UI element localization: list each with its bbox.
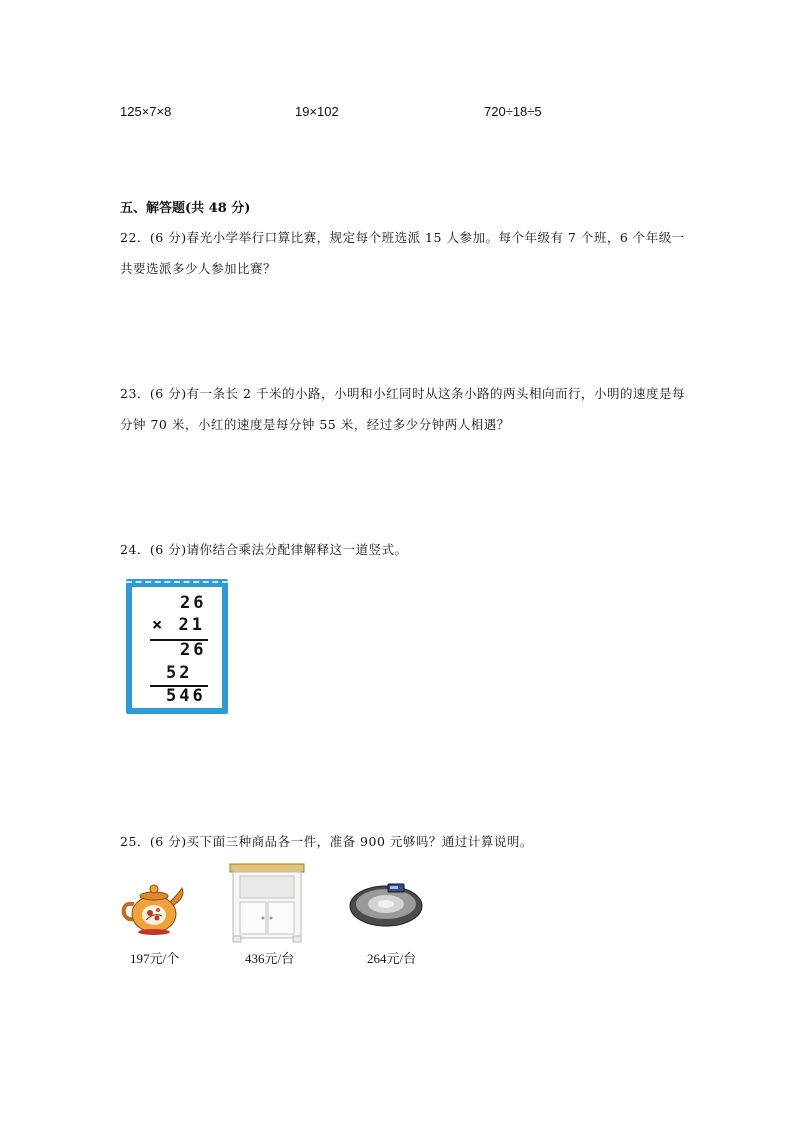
section-title: 五、解答题(共 48 分) <box>120 201 251 216</box>
vertical-multiplication-card <box>126 579 228 714</box>
question-23: 23．(6 分)有一条长 2 千米的小路，小明和小红同时从这条小路的两头相向而行，小明的速度是每分钟 70 米，小红的速度是每分钟 55 米，经过多少分钟两人相遇？ <box>120 386 685 432</box>
multiplicand: 26 <box>180 593 207 613</box>
partial-product-1: 26 <box>180 640 207 660</box>
question-25: 25．(6 分)买下面三种商品各一件，准备 900 元够吗？通过计算说明。 <box>120 834 533 849</box>
teapot-image <box>120 876 190 938</box>
calc-item-1: 125×7×8 <box>120 104 172 119</box>
price-cabinet: 436元/台 <box>245 951 295 966</box>
question-22: 22．(6 分)春光小学举行口算比赛，规定每个班选派 15 人参加。每个年级有 7 个班，6 个年级一共要选派多少人参加比赛？ <box>120 230 685 276</box>
card-dashed-edge <box>126 581 228 583</box>
cabinet-image <box>228 862 306 944</box>
question-24: 24．(6 分)请你结合乘法分配律解释这一道竖式。 <box>120 542 408 557</box>
partial-product-2: 52 <box>166 663 193 683</box>
multiplier: × 21 <box>152 615 205 635</box>
price-teapot: 197元/个 <box>130 951 180 966</box>
price-scale: 264元/台 <box>367 951 417 966</box>
calc-item-2: 19×102 <box>295 104 339 119</box>
calc-item-3: 720÷18÷5 <box>484 104 542 119</box>
product: 546 <box>166 686 206 706</box>
vertical-multiplication <box>132 587 222 708</box>
scale-image <box>348 880 424 928</box>
